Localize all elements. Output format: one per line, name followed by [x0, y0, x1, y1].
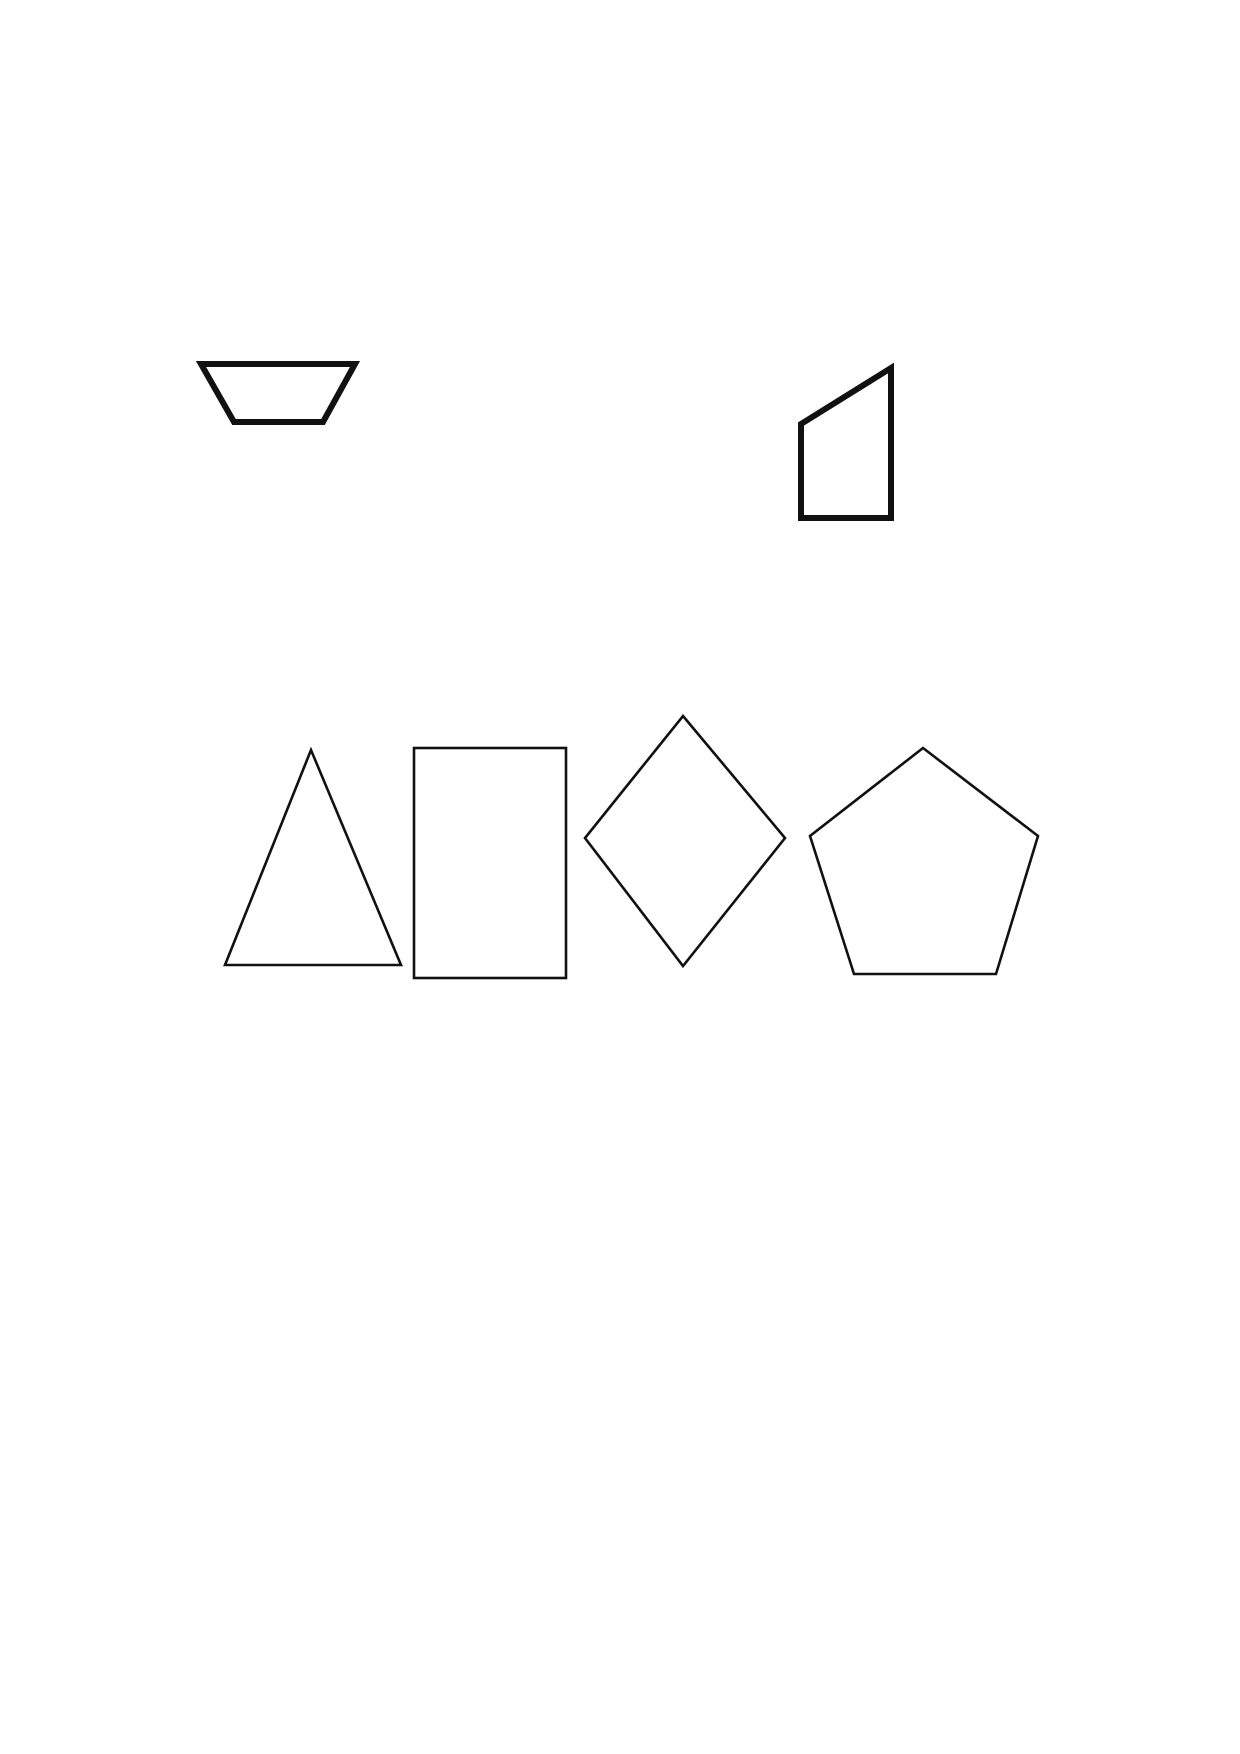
- isosceles-triangle: [225, 750, 401, 965]
- rhombus: [585, 716, 785, 966]
- regular-pentagon: [810, 748, 1038, 974]
- rectangle: [414, 748, 566, 978]
